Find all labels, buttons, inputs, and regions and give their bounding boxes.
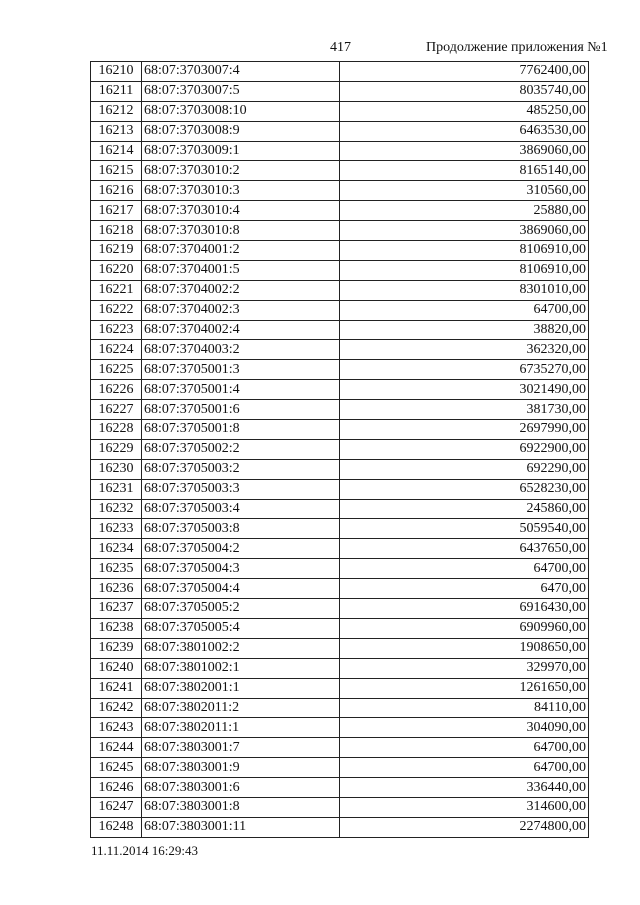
cadastral-number-cell: 68:07:3704002:3 <box>142 300 340 320</box>
cadastral-number-cell: 68:07:3705001:6 <box>142 400 340 420</box>
cadastral-value-cell: 245860,00 <box>340 499 589 519</box>
row-number-cell: 16227 <box>91 400 142 420</box>
cadastral-value-cell: 5059540,00 <box>340 519 589 539</box>
table-row <box>91 101 589 121</box>
row-number-cell: 16242 <box>91 698 142 718</box>
row-number-cell: 16246 <box>91 778 142 798</box>
cadastral-number-cell: 68:07:3705003:2 <box>142 459 340 479</box>
table-row <box>91 141 589 161</box>
cadastral-value-cell: 64700,00 <box>340 738 589 758</box>
cadastral-number-cell: 68:07:3803001:9 <box>142 758 340 778</box>
cadastral-number-cell: 68:07:3705001:8 <box>142 420 340 440</box>
cadastral-value-cell: 6528230,00 <box>340 479 589 499</box>
row-number-cell: 16210 <box>91 62 142 82</box>
cadastral-value-cell: 381730,00 <box>340 400 589 420</box>
cadastral-value-cell: 3869060,00 <box>340 221 589 241</box>
table-row <box>91 559 589 579</box>
cadastral-number-cell: 68:07:3705005:2 <box>142 599 340 619</box>
cadastral-number-cell: 68:07:3705005:4 <box>142 618 340 638</box>
cadastral-value-cell: 6437650,00 <box>340 539 589 559</box>
cadastral-value-cell: 38820,00 <box>340 320 589 340</box>
cadastral-value-cell: 6463530,00 <box>340 121 589 141</box>
table-row <box>91 459 589 479</box>
cadastral-value-cell: 310560,00 <box>340 181 589 201</box>
row-number-cell: 16231 <box>91 479 142 499</box>
cadastral-number-cell: 68:07:3703007:4 <box>142 62 340 82</box>
table-row <box>91 221 589 241</box>
cadastral-number-cell: 68:07:3705001:4 <box>142 380 340 400</box>
cadastral-value-cell: 314600,00 <box>340 797 589 817</box>
row-number-cell: 16225 <box>91 360 142 380</box>
row-number-cell: 16216 <box>91 181 142 201</box>
row-number-cell: 16215 <box>91 161 142 181</box>
cadastral-number-cell: 68:07:3704003:2 <box>142 340 340 360</box>
cadastral-number-cell: 68:07:3704001:2 <box>142 241 340 261</box>
cadastral-value-cell: 485250,00 <box>340 101 589 121</box>
cadastral-value-cell: 8301010,00 <box>340 280 589 300</box>
row-number-cell: 16245 <box>91 758 142 778</box>
table-row <box>91 499 589 519</box>
table-row <box>91 360 589 380</box>
cadastral-value-cell: 1261650,00 <box>340 678 589 698</box>
row-number-cell: 16229 <box>91 439 142 459</box>
cadastral-number-cell: 68:07:3803001:8 <box>142 797 340 817</box>
row-number-cell: 16230 <box>91 459 142 479</box>
cadastral-value-cell: 304090,00 <box>340 718 589 738</box>
cadastral-number-cell: 68:07:3705003:8 <box>142 519 340 539</box>
row-number-cell: 16220 <box>91 260 142 280</box>
row-number-cell: 16221 <box>91 280 142 300</box>
table-row <box>91 320 589 340</box>
cadastral-number-cell: 68:07:3705003:4 <box>142 499 340 519</box>
cadastral-number-cell: 68:07:3705003:3 <box>142 479 340 499</box>
cadastral-value-cell: 25880,00 <box>340 201 589 221</box>
cadastral-value-cell: 6735270,00 <box>340 360 589 380</box>
table-row <box>91 797 589 817</box>
row-number-cell: 16235 <box>91 559 142 579</box>
row-number-cell: 16217 <box>91 201 142 221</box>
cadastral-value-cell: 7762400,00 <box>340 62 589 82</box>
row-number-cell: 16237 <box>91 599 142 619</box>
cadastral-value-cell: 6916430,00 <box>340 599 589 619</box>
cadastral-value-cell: 6909960,00 <box>340 618 589 638</box>
table-row <box>91 658 589 678</box>
cadastral-number-cell: 68:07:3803001:7 <box>142 738 340 758</box>
cadastral-number-cell: 68:07:3802001:1 <box>142 678 340 698</box>
table-row <box>91 519 589 539</box>
cadastral-value-cell: 6922900,00 <box>340 439 589 459</box>
cadastral-number-cell: 68:07:3705001:3 <box>142 360 340 380</box>
row-number-cell: 16218 <box>91 221 142 241</box>
table-row <box>91 758 589 778</box>
cadastral-value-cell: 64700,00 <box>340 300 589 320</box>
cadastral-value-cell: 64700,00 <box>340 758 589 778</box>
table-row <box>91 201 589 221</box>
cadastral-value-cell: 8106910,00 <box>340 260 589 280</box>
table-row <box>91 81 589 101</box>
row-number-cell: 16224 <box>91 340 142 360</box>
cadastral-number-cell: 68:07:3801002:2 <box>142 638 340 658</box>
cadastral-number-cell: 68:07:3704002:4 <box>142 320 340 340</box>
cadastral-value-cell: 3869060,00 <box>340 141 589 161</box>
cadastral-number-cell: 68:07:3703008:10 <box>142 101 340 121</box>
row-number-cell: 16222 <box>91 300 142 320</box>
table-row <box>91 718 589 738</box>
cadastral-number-cell: 68:07:3703010:8 <box>142 221 340 241</box>
row-number-cell: 16241 <box>91 678 142 698</box>
table-row <box>91 161 589 181</box>
cadastral-value-cell: 692290,00 <box>340 459 589 479</box>
cadastral-value-cell: 8165140,00 <box>340 161 589 181</box>
table-row <box>91 817 589 837</box>
registry-table <box>90 61 589 838</box>
row-number-cell: 16214 <box>91 141 142 161</box>
table-row <box>91 778 589 798</box>
cadastral-number-cell: 68:07:3801002:1 <box>142 658 340 678</box>
cadastral-number-cell: 68:07:3705002:2 <box>142 439 340 459</box>
cadastral-number-cell: 68:07:3703009:1 <box>142 141 340 161</box>
cadastral-number-cell: 68:07:3703010:4 <box>142 201 340 221</box>
cadastral-value-cell: 6470,00 <box>340 579 589 599</box>
cadastral-number-cell: 68:07:3703007:5 <box>142 81 340 101</box>
cadastral-number-cell: 68:07:3704001:5 <box>142 260 340 280</box>
cadastral-value-cell: 2697990,00 <box>340 420 589 440</box>
cadastral-number-cell: 68:07:3802011:2 <box>142 698 340 718</box>
row-number-cell: 16232 <box>91 499 142 519</box>
table-row <box>91 121 589 141</box>
row-number-cell: 16226 <box>91 380 142 400</box>
cadastral-number-cell: 68:07:3803001:6 <box>142 778 340 798</box>
cadastral-value-cell: 8035740,00 <box>340 81 589 101</box>
cadastral-number-cell: 68:07:3705004:2 <box>142 539 340 559</box>
cadastral-value-cell: 84110,00 <box>340 698 589 718</box>
row-number-cell: 16219 <box>91 241 142 261</box>
cadastral-number-cell: 68:07:3705004:3 <box>142 559 340 579</box>
table-row <box>91 62 589 82</box>
row-number-cell: 16236 <box>91 579 142 599</box>
cadastral-number-cell: 68:07:3704002:2 <box>142 280 340 300</box>
registry-table-body <box>91 62 589 838</box>
table-row <box>91 579 589 599</box>
table-row <box>91 698 589 718</box>
row-number-cell: 16211 <box>91 81 142 101</box>
cadastral-number-cell: 68:07:3703010:2 <box>142 161 340 181</box>
row-number-cell: 16247 <box>91 797 142 817</box>
appendix-title: Продолжение приложения №1 <box>426 40 608 55</box>
table-row <box>91 400 589 420</box>
cadastral-number-cell: 68:07:3802011:1 <box>142 718 340 738</box>
cadastral-value-cell: 336440,00 <box>340 778 589 798</box>
cadastral-number-cell: 68:07:3703010:3 <box>142 181 340 201</box>
cadastral-value-cell: 64700,00 <box>340 559 589 579</box>
table-row <box>91 280 589 300</box>
row-number-cell: 16248 <box>91 817 142 837</box>
table-row <box>91 678 589 698</box>
cadastral-value-cell: 362320,00 <box>340 340 589 360</box>
row-number-cell: 16234 <box>91 539 142 559</box>
table-row <box>91 241 589 261</box>
table-row <box>91 380 589 400</box>
table-row <box>91 638 589 658</box>
cadastral-value-cell: 2274800,00 <box>340 817 589 837</box>
table-row <box>91 181 589 201</box>
row-number-cell: 16244 <box>91 738 142 758</box>
cadastral-value-cell: 3021490,00 <box>340 380 589 400</box>
cadastral-number-cell: 68:07:3803001:11 <box>142 817 340 837</box>
row-number-cell: 16239 <box>91 638 142 658</box>
row-number-cell: 16212 <box>91 101 142 121</box>
table-row <box>91 420 589 440</box>
table-row <box>91 439 589 459</box>
row-number-cell: 16213 <box>91 121 142 141</box>
table-row <box>91 599 589 619</box>
cadastral-number-cell: 68:07:3705004:4 <box>142 579 340 599</box>
table-row <box>91 618 589 638</box>
row-number-cell: 16223 <box>91 320 142 340</box>
table-row <box>91 738 589 758</box>
page-number: 417 <box>330 40 351 55</box>
table-row <box>91 340 589 360</box>
cadastral-value-cell: 1908650,00 <box>340 638 589 658</box>
row-number-cell: 16238 <box>91 618 142 638</box>
row-number-cell: 16240 <box>91 658 142 678</box>
print-timestamp: 11.11.2014 16:29:43 <box>91 843 199 858</box>
table-row <box>91 479 589 499</box>
row-number-cell: 16233 <box>91 519 142 539</box>
cadastral-value-cell: 329970,00 <box>340 658 589 678</box>
cadastral-value-cell: 8106910,00 <box>340 241 589 261</box>
table-row <box>91 260 589 280</box>
row-number-cell: 16243 <box>91 718 142 738</box>
table-row <box>91 539 589 559</box>
table-row <box>91 300 589 320</box>
row-number-cell: 16228 <box>91 420 142 440</box>
cadastral-number-cell: 68:07:3703008:9 <box>142 121 340 141</box>
